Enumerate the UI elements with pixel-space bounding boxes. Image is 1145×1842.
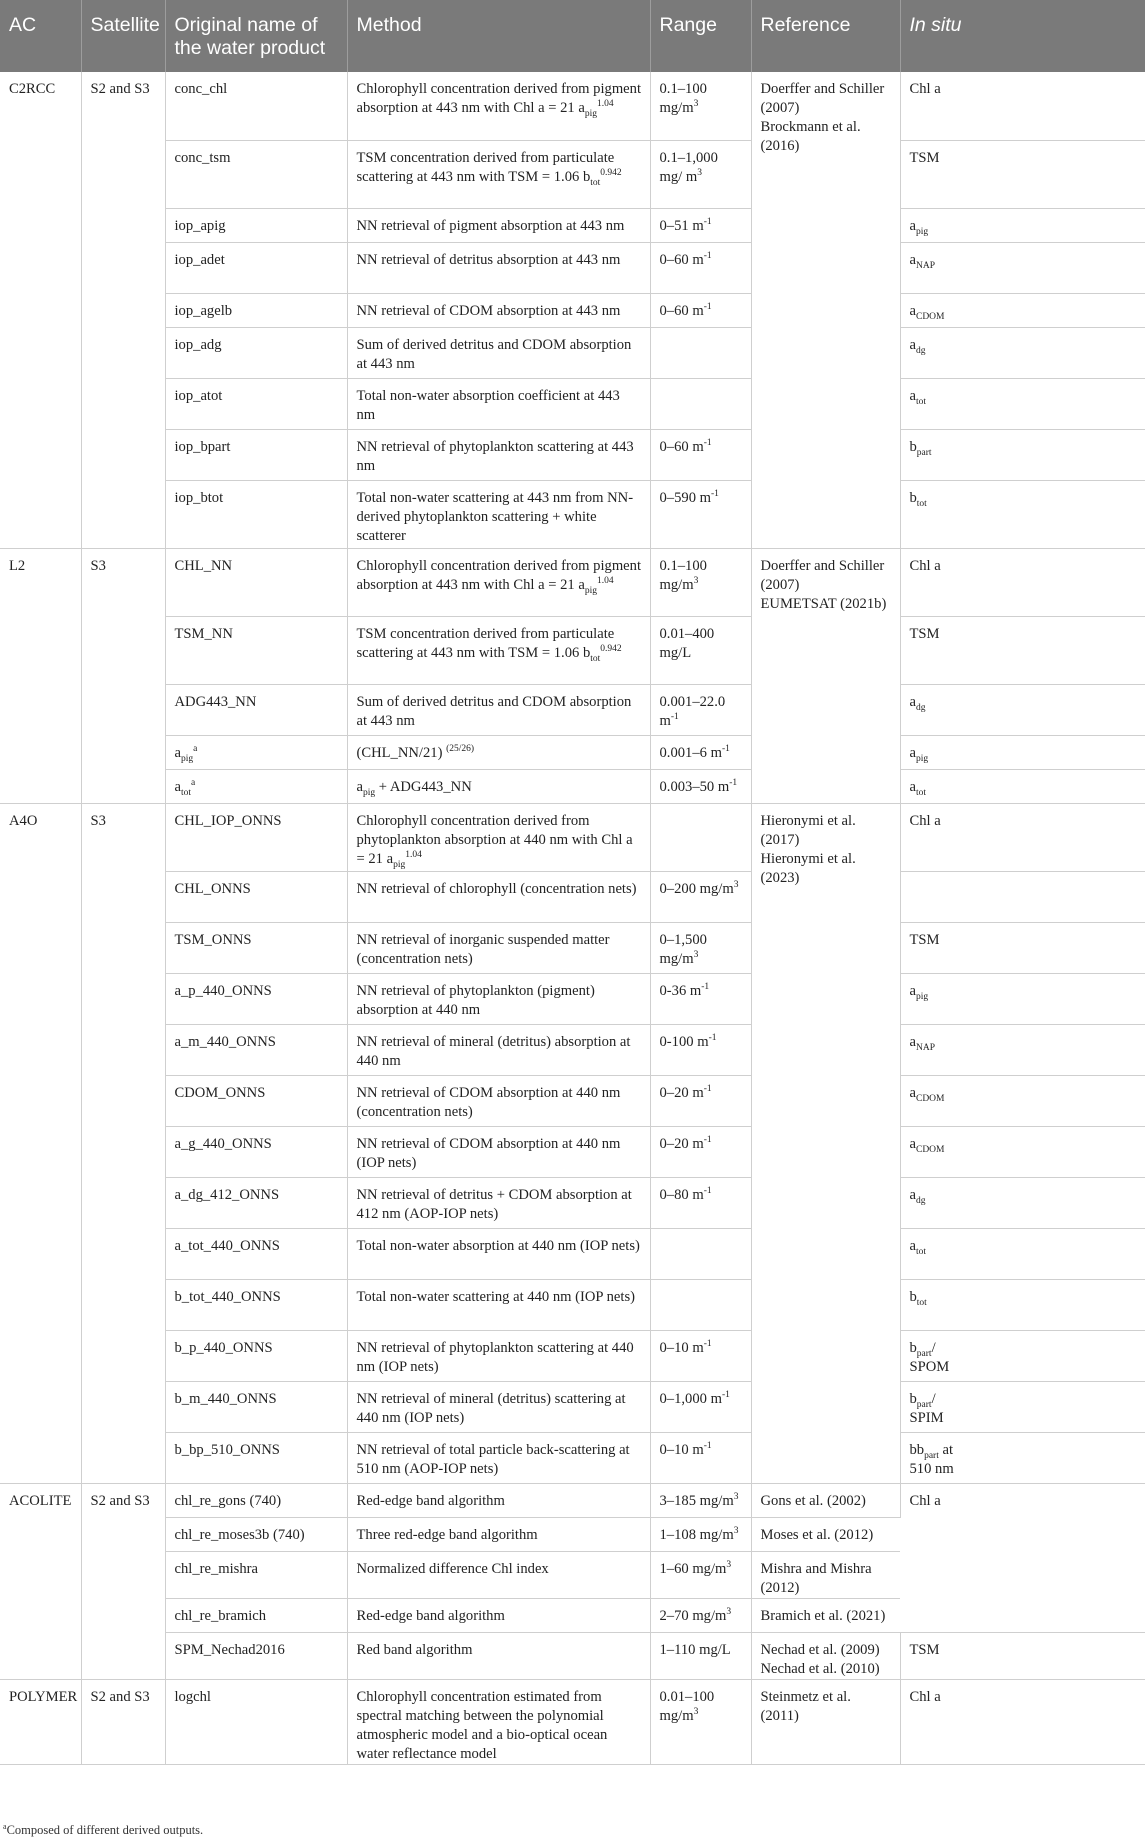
- in-situ-cell: Chl a: [900, 803, 1145, 871]
- reference-cell: Doerffer and Schiller (2007) EUMETSAT (2021b): [751, 548, 900, 803]
- range-cell: [650, 803, 751, 871]
- in-situ-cell: [900, 871, 1145, 922]
- product-name-cell: CDOM_ONNS: [165, 1075, 347, 1126]
- in-situ-cell: $a_{dg}$: [900, 327, 1145, 378]
- method-cell: Sum of derived detritus and CDOM absorption at 443 nm: [347, 327, 650, 378]
- range-cell: 3–185 $mg/m^3$: [650, 1483, 751, 1517]
- header-ac: AC: [0, 0, 81, 72]
- in-situ-cell: $a_{pig}$: [900, 208, 1145, 242]
- range-cell: 0–1,000 $m^{-1}$: [650, 1381, 751, 1432]
- ac-cell: [0, 548, 81, 803]
- method-cell: Normalized difference Chl index: [347, 1551, 650, 1598]
- in-situ-cell: $a_{tot}$: [900, 378, 1145, 429]
- product-name-cell: b_tot_440_ONNS: [165, 1279, 347, 1330]
- table-row: [0, 616, 1145, 684]
- product-name-cell: a_m_440_ONNS: [165, 1024, 347, 1075]
- reference-cell: Hieronymi et al. (2017) Hieronymi et al. (2023): [751, 803, 900, 1483]
- in-situ-cell: Chl a: [900, 72, 1145, 140]
- product-name-cell: iop_btot: [165, 480, 347, 548]
- range-cell: 0-100 $m^{-1}$: [650, 1024, 751, 1075]
- product-name-cell: $a_{tot}^a$: [165, 769, 347, 803]
- range-cell: 1–110 mg/L: [650, 1632, 751, 1679]
- header-in-situ: In situ: [900, 0, 1145, 72]
- table-row: [0, 1330, 1145, 1381]
- product-name-cell: chl_re_bramich: [165, 1598, 347, 1632]
- range-cell: 0–20 $m^{-1}$: [650, 1075, 751, 1126]
- range-cell: 0.001–6 $m^{-1}$: [650, 735, 751, 769]
- product-name-cell: conc_tsm: [165, 140, 347, 208]
- method-cell: NN retrieval of phytoplankton scattering at 440 nm (IOP nets): [347, 1330, 650, 1381]
- method-cell: Three red-edge band algorithm: [347, 1517, 650, 1551]
- ac-cell: [0, 72, 81, 548]
- product-name-cell: a_dg_412_ONNS: [165, 1177, 347, 1228]
- ac-name: ACOLITE: [9, 1492, 72, 1509]
- range-cell: 0.003–50 $m^{-1}$: [650, 769, 751, 803]
- product-name-cell: iop_bpart: [165, 429, 347, 480]
- range-cell: 1–60 $mg/m^3$: [650, 1551, 751, 1598]
- product-name-cell: b_bp_510_ONNS: [165, 1432, 347, 1483]
- table-row: [0, 1679, 1145, 1764]
- range-cell: 0–60 $m^{-1}$: [650, 429, 751, 480]
- in-situ-cell: $b_{tot}$: [900, 1279, 1145, 1330]
- range-cell: 0–60 $m^{-1}$: [650, 242, 751, 293]
- table-row: [0, 429, 1145, 480]
- range-cell: 0–10 $m^{-1}$: [650, 1330, 751, 1381]
- in-situ-cell: $a_{NAP}$: [900, 1024, 1145, 1075]
- range-cell: 0–51 $m^{-1}$: [650, 208, 751, 242]
- range-cell: 0–80 $m^{-1}$: [650, 1177, 751, 1228]
- reference-cell: Gons et al. (2002): [751, 1483, 900, 1517]
- header-product-name: Original name of the water product: [165, 0, 347, 72]
- method-cell: Chlorophyll concentration derived from phytoplankton absorption at 440 nm with Chl a = 21 $a_{pig}^{1.04}$: [347, 803, 650, 871]
- in-situ-cell: $a_{pig}$: [900, 735, 1145, 769]
- range-cell: 0-36 $m^{-1}$: [650, 973, 751, 1024]
- product-name-cell: iop_atot: [165, 378, 347, 429]
- table-header: [0, 0, 1145, 72]
- range-cell: 0.001–22.0 $m^{-1}$: [650, 684, 751, 735]
- in-situ-cell: $a_{NAP}$: [900, 242, 1145, 293]
- satellite-name: S2 and S3: [90, 1688, 150, 1705]
- in-situ-cell: $bb_{part}$ at 510 nm: [900, 1432, 1145, 1483]
- method-cell: Total non-water scattering at 443 nm from NN-derived phytoplankton scattering + white scatterer: [347, 480, 650, 548]
- table-row: [0, 1177, 1145, 1228]
- satellite-cell: [81, 803, 165, 1483]
- table-row: [0, 480, 1145, 548]
- in-situ-cell: TSM: [900, 616, 1145, 684]
- method-cell: NN retrieval of mineral (detritus) absorption at 440 nm: [347, 1024, 650, 1075]
- method-cell: NN retrieval of detritus absorption at 443 nm: [347, 242, 650, 293]
- range-cell: 0.1–1,000 mg/ $m^3$: [650, 140, 751, 208]
- product-name-cell: CHL_IOP_ONNS: [165, 803, 347, 871]
- header-satellite: Satellite: [81, 0, 165, 72]
- range-cell: 0.01–100 $mg/m^3$: [650, 1679, 751, 1764]
- ac-name: L2: [9, 557, 26, 574]
- table-row: [0, 871, 1145, 922]
- range-cell: 2–70 $mg/m^3$: [650, 1598, 751, 1632]
- table-row: [0, 1279, 1145, 1330]
- method-cell: TSM concentration derived from particulate scattering at 443 nm with TSM = 1.06 $b_{tot}^{0.942}$: [347, 140, 650, 208]
- method-cell: Red-edge band algorithm: [347, 1483, 650, 1517]
- ac-name: POLYMER: [9, 1688, 78, 1705]
- range-cell: 1–108 $mg/m^3$: [650, 1517, 751, 1551]
- table-row: [0, 1632, 1145, 1679]
- product-name-cell: iop_apig: [165, 208, 347, 242]
- method-cell: Total non-water scattering at 440 nm (IOP nets): [347, 1279, 650, 1330]
- in-situ-cell: Chl a: [900, 1679, 1145, 1764]
- in-situ-cell: $b_{part}$: [900, 429, 1145, 480]
- product-name-cell: $a_{pig}^a$: [165, 735, 347, 769]
- satellite-name: S3: [90, 812, 106, 829]
- product-name-cell: TSM_NN: [165, 616, 347, 684]
- product-name-cell: CHL_ONNS: [165, 871, 347, 922]
- satellite-name: S2 and S3: [90, 1492, 150, 1509]
- method-cell: Chlorophyll concentration derived from pigment absorption at 443 nm with Chl a = 21 $a_{pig}^{1.04}$: [347, 72, 650, 140]
- product-name-cell: chl_re_moses3b (740): [165, 1517, 347, 1551]
- table-row: [0, 1024, 1145, 1075]
- in-situ-cell: $a_{tot}$: [900, 1228, 1145, 1279]
- range-cell: 0–1,500 $mg/m^3$: [650, 922, 751, 973]
- in-situ-cell: $b_{part}/$ SPIM: [900, 1381, 1145, 1432]
- table-row: [0, 1228, 1145, 1279]
- in-situ-cell: Chl a: [900, 1483, 1145, 1632]
- in-situ-cell: $a_{CDOM}$: [900, 1075, 1145, 1126]
- table-row: [0, 293, 1145, 327]
- range-cell: 0–590 $m^{-1}$: [650, 480, 751, 548]
- reference-cell: Doerffer and Schiller (2007) Brockmann et al. (2016): [751, 72, 900, 548]
- in-situ-cell: TSM: [900, 1632, 1145, 1679]
- reference-cell: Moses et al. (2012): [751, 1517, 900, 1551]
- satellite-cell: [81, 1483, 165, 1679]
- range-cell: 0–200 $mg/m^3$: [650, 871, 751, 922]
- reference-cell: Mishra and Mishra (2012): [751, 1551, 900, 1598]
- method-cell: Total non-water absorption at 440 nm (IOP nets): [347, 1228, 650, 1279]
- method-cell: Chlorophyll concentration estimated from spectral matching between the polynomial atmospheric model and a bio-optical ocean water reflectance model: [347, 1679, 650, 1764]
- table-row: [0, 208, 1145, 242]
- in-situ-cell: $a_{CDOM}$: [900, 1126, 1145, 1177]
- in-situ-cell: $b_{tot}$: [900, 480, 1145, 548]
- method-cell: Chlorophyll concentration derived from pigment absorption at 443 nm with Chl a = 21 $a_{pig}^{1.04}$: [347, 548, 650, 616]
- in-situ-cell: $a_{dg}$: [900, 684, 1145, 735]
- ac-cell: [0, 1679, 81, 1764]
- table-row: [0, 140, 1145, 208]
- method-cell: NN retrieval of CDOM absorption at 440 nm (concentration nets): [347, 1075, 650, 1126]
- range-cell: [650, 327, 751, 378]
- product-name-cell: b_m_440_ONNS: [165, 1381, 347, 1432]
- ac-cell: [0, 803, 81, 1483]
- table-row: [0, 922, 1145, 973]
- ac-cell: [0, 1483, 81, 1679]
- table-footnote: $^a$Composed of different derived outputs.: [3, 1821, 204, 1837]
- method-cell: NN retrieval of phytoplankton scattering at 443 nm: [347, 429, 650, 480]
- method-cell: TSM concentration derived from particulate scattering at 443 nm with TSM = 1.06 $b_{tot}^{0.942}$: [347, 616, 650, 684]
- in-situ-cell: $b_{part}/$ SPOM: [900, 1330, 1145, 1381]
- table-row: [0, 803, 1145, 871]
- table-row: [0, 684, 1145, 735]
- table-row: [0, 378, 1145, 429]
- reference-cell: Nechad et al. (2009) Nechad et al. (2010): [751, 1632, 900, 1679]
- table-row: [0, 735, 1145, 769]
- product-name-cell: b_p_440_ONNS: [165, 1330, 347, 1381]
- product-name-cell: CHL_NN: [165, 548, 347, 616]
- product-name-cell: a_tot_440_ONNS: [165, 1228, 347, 1279]
- product-name-cell: SPM_Nechad2016: [165, 1632, 347, 1679]
- range-cell: 0–20 $m^{-1}$: [650, 1126, 751, 1177]
- range-cell: [650, 1279, 751, 1330]
- in-situ-cell: $a_{pig}$: [900, 973, 1145, 1024]
- product-name-cell: ADG443_NN: [165, 684, 347, 735]
- method-cell: NN retrieval of CDOM absorption at 440 nm (IOP nets): [347, 1126, 650, 1177]
- product-name-cell: a_p_440_ONNS: [165, 973, 347, 1024]
- method-cell: Sum of derived detritus and CDOM absorption at 443 nm: [347, 684, 650, 735]
- method-cell: NN retrieval of phytoplankton (pigment) absorption at 440 nm: [347, 973, 650, 1024]
- product-name-cell: iop_adg: [165, 327, 347, 378]
- header-range: Range: [650, 0, 751, 72]
- range-cell: 0.1–100 $mg/m^3$: [650, 548, 751, 616]
- method-cell: Red band algorithm: [347, 1632, 650, 1679]
- method-cell: NN retrieval of total particle back-scattering at 510 nm (AOP-IOP nets): [347, 1432, 650, 1483]
- range-cell: 0.1–100 $mg/m^3$: [650, 72, 751, 140]
- table-row: [0, 1126, 1145, 1177]
- table-row: [0, 1432, 1145, 1483]
- table-row: [0, 1483, 1145, 1517]
- table-row: [0, 1381, 1145, 1432]
- in-situ-cell: Chl a: [900, 548, 1145, 616]
- satellite-name: S2 and S3: [90, 81, 150, 97]
- product-name-cell: TSM_ONNS: [165, 922, 347, 973]
- in-situ-cell: TSM: [900, 140, 1145, 208]
- product-name-cell: chl_re_mishra: [165, 1551, 347, 1598]
- satellite-cell: [81, 72, 165, 548]
- product-name-cell: logchl: [165, 1679, 347, 1764]
- table-row: [0, 242, 1145, 293]
- method-cell: NN retrieval of detritus + CDOM absorption at 412 nm (AOP-IOP nets): [347, 1177, 650, 1228]
- range-cell: [650, 378, 751, 429]
- method-cell: NN retrieval of inorganic suspended matter (concentration nets): [347, 922, 650, 973]
- in-situ-cell: $a_{tot}$: [900, 769, 1145, 803]
- ac-name: C2RCC: [9, 81, 56, 97]
- table-row: [0, 548, 1145, 616]
- product-name-cell: a_g_440_ONNS: [165, 1126, 347, 1177]
- method-cell: NN retrieval of CDOM absorption at 443 nm: [347, 293, 650, 327]
- product-name-cell: chl_re_gons (740): [165, 1483, 347, 1517]
- method-cell: Total non-water absorption coefficient at 443 nm: [347, 378, 650, 429]
- satellite-name: S3: [90, 557, 106, 574]
- method-cell: (CHL_NN/21) $^{(25/26)}$: [347, 735, 650, 769]
- range-cell: 0.01–400 mg/L: [650, 616, 751, 684]
- in-situ-cell: $a_{dg}$: [900, 1177, 1145, 1228]
- product-name-cell: iop_agelb: [165, 293, 347, 327]
- reference-cell: Steinmetz et al. (2011): [751, 1679, 900, 1764]
- range-cell: [650, 1228, 751, 1279]
- satellite-cell: [81, 1679, 165, 1764]
- product-name-cell: iop_adet: [165, 242, 347, 293]
- satellite-cell: [81, 548, 165, 803]
- method-cell: $a_{pig}$ + ADG443_NN: [347, 769, 650, 803]
- product-name-cell: conc_chl: [165, 72, 347, 140]
- table-row: [0, 973, 1145, 1024]
- ac-name: A4O: [9, 812, 38, 829]
- method-cell: NN retrieval of mineral (detritus) scattering at 440 nm (IOP nets): [347, 1381, 650, 1432]
- in-situ-cell: $a_{CDOM}$: [900, 293, 1145, 327]
- header-reference: Reference: [751, 0, 900, 72]
- table-row: [0, 1075, 1145, 1126]
- range-cell: 0–10 $m^{-1}$: [650, 1432, 751, 1483]
- header-method: Method: [347, 0, 650, 72]
- method-cell: Red-edge band algorithm: [347, 1598, 650, 1632]
- range-cell: 0–60 $m^{-1}$: [650, 293, 751, 327]
- method-cell: NN retrieval of chlorophyll (concentration nets): [347, 871, 650, 922]
- method-cell: NN retrieval of pigment absorption at 443 nm: [347, 208, 650, 242]
- table-row: [0, 72, 1145, 140]
- table-body: [0, 72, 1145, 1764]
- table-row: [0, 769, 1145, 803]
- reference-cell: Bramich et al. (2021): [751, 1598, 900, 1632]
- in-situ-cell: TSM: [900, 922, 1145, 973]
- table-row: [0, 327, 1145, 378]
